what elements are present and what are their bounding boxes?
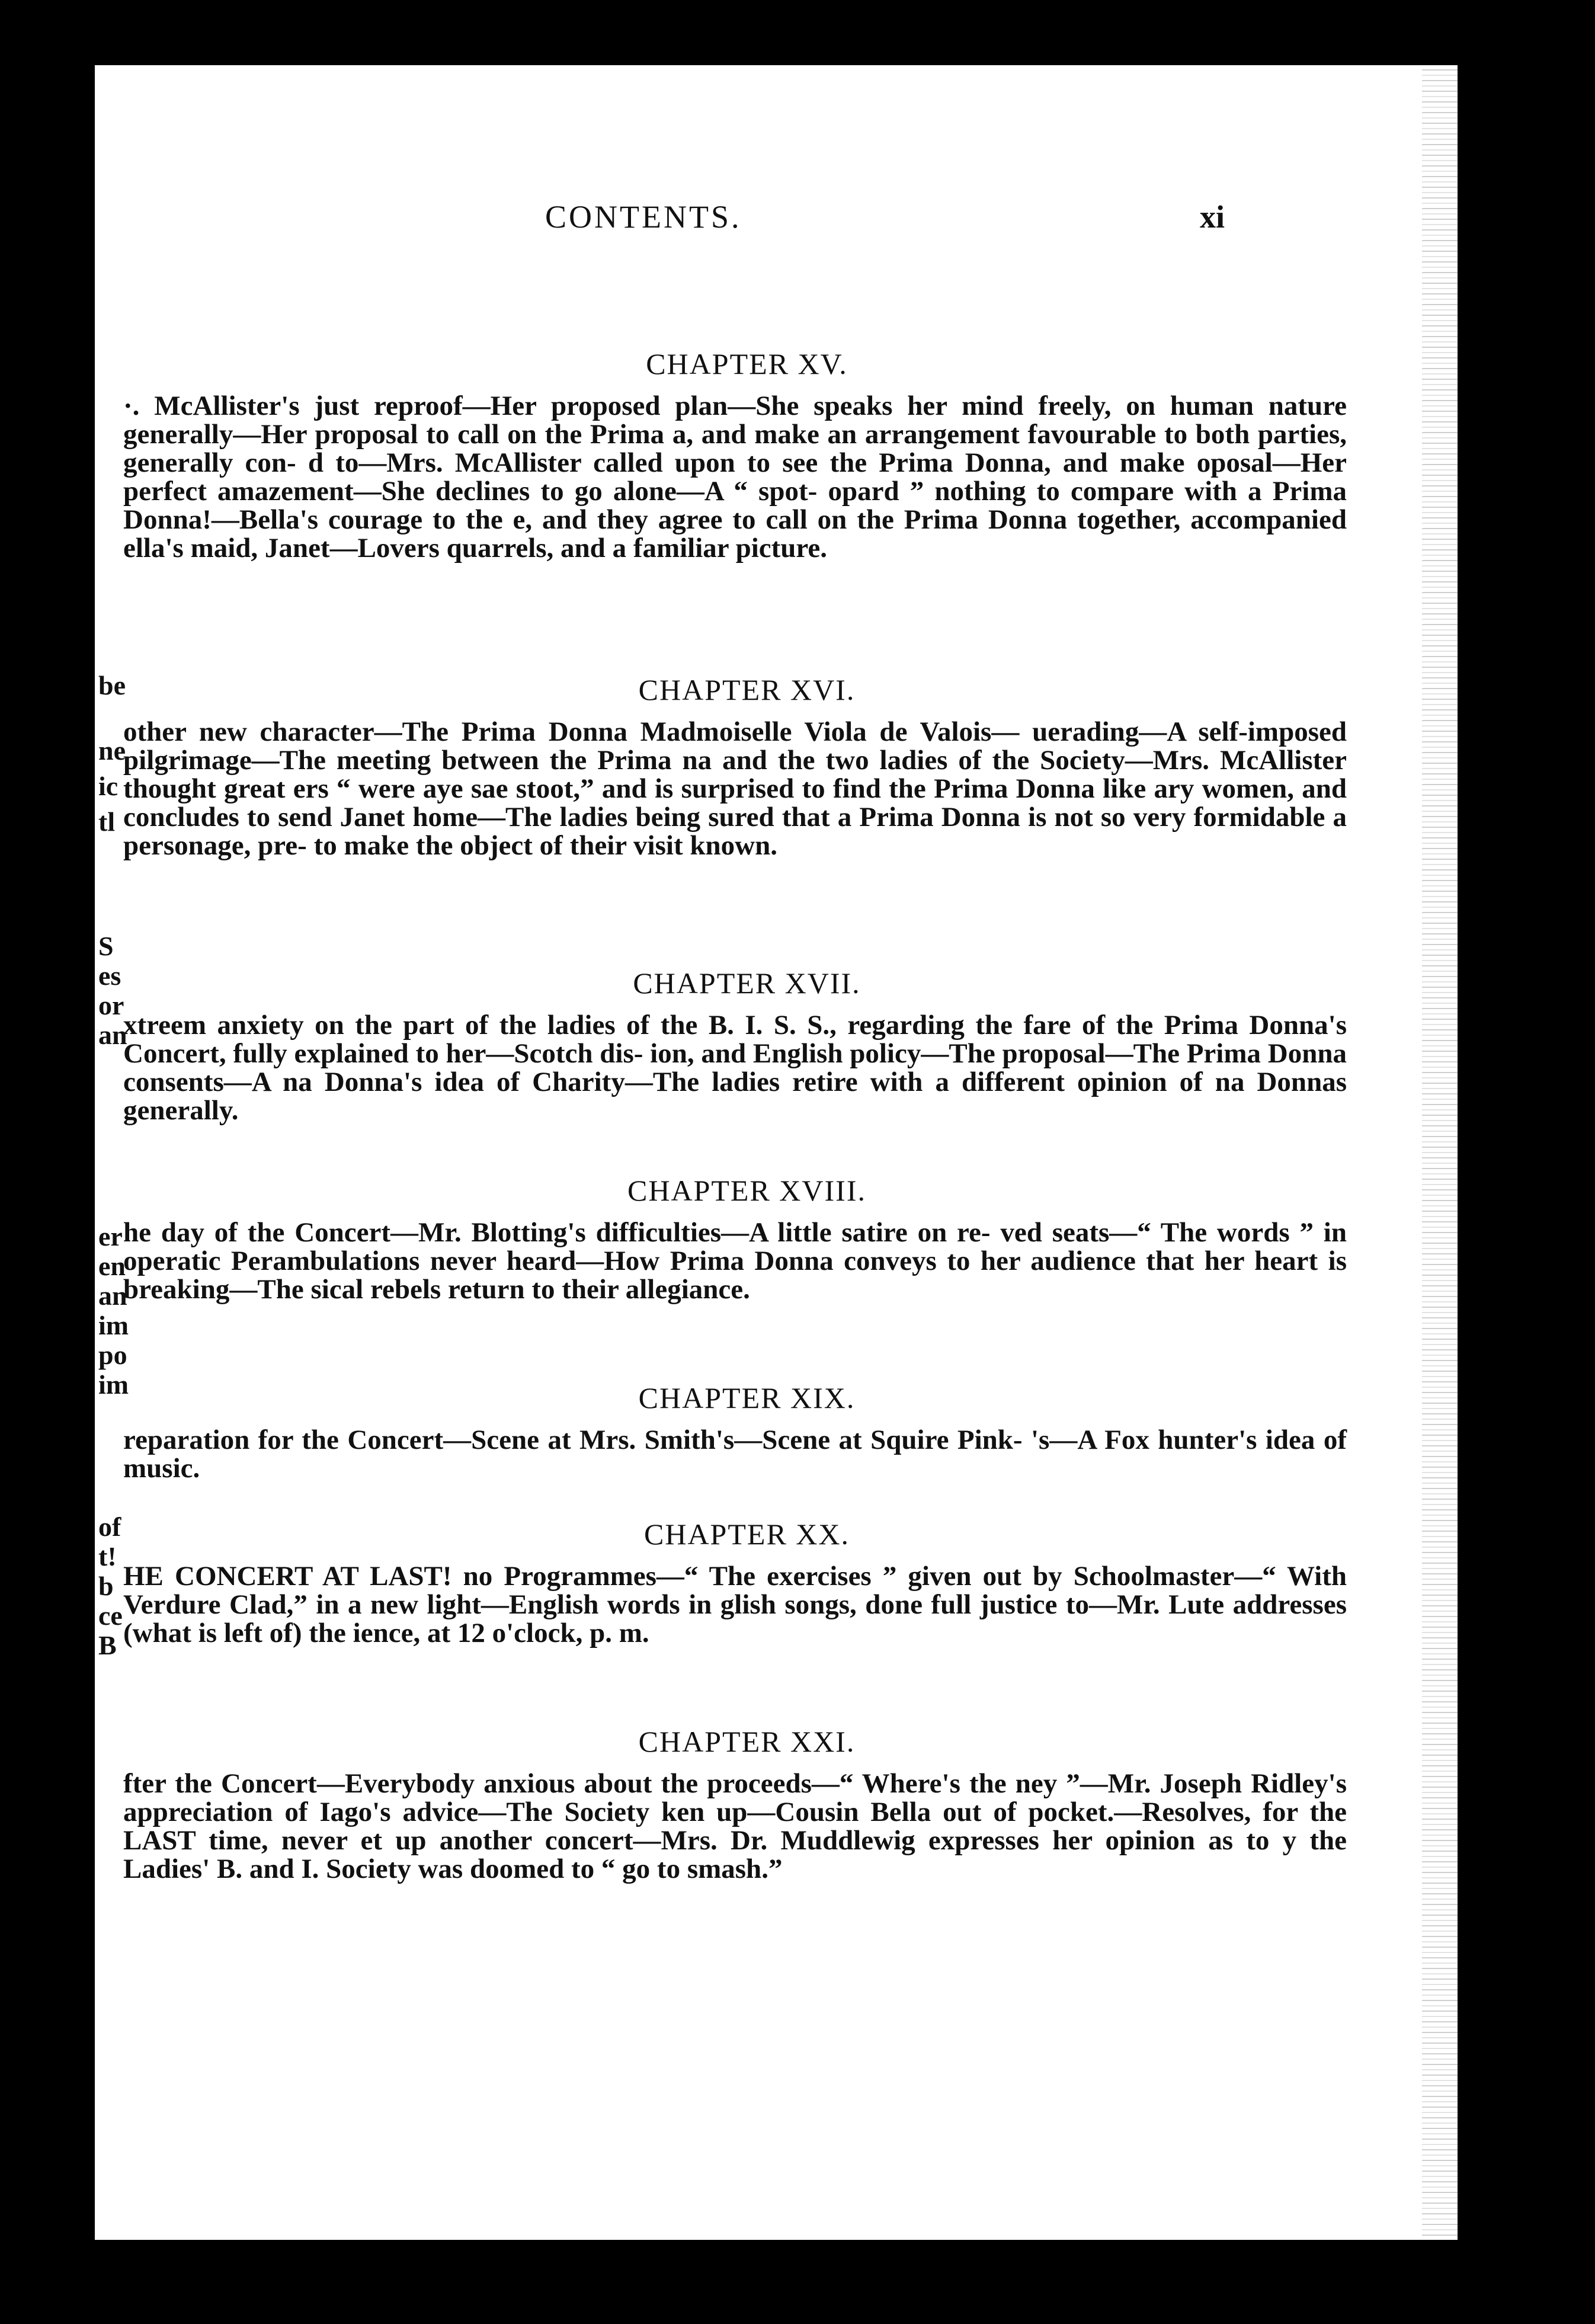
chapter-entry	[123, 673, 1347, 860]
chapter-summary: ·. McAllister's just reproof—Her proposed plan—She speaks her mind freely, on human nature generally—Her proposal to call on the Prima a, and make an arrangement favourable to both parties, generally con- d to—Mrs. McAllister called upon to see the Prima Donna, and make oposal—Her perfect amazement—She declines to go alone—A “ spot- opard ” nothing to compare with a Prima Donna!—Bella's courage to the e, and they agree to call on the Prima Donna together, accompanied ella's maid, Janet—Lovers quarrels, and a familiar picture.	[123, 390, 1347, 564]
chapter-heading: CHAPTER XV.	[646, 347, 848, 380]
chapter-heading: CHAPTER XVI.	[638, 673, 856, 706]
page-edge-speckle	[1422, 65, 1458, 2240]
margin-fragment: be	[98, 670, 126, 700]
margin-fragment: an	[98, 1281, 127, 1311]
book-page	[95, 65, 1458, 2240]
chapter-summary: HE CONCERT AT LAST! no Programmes—“ The exercises ” given out by Schoolmaster—“ With Verdure Clad,” in a new light—English words in glish songs, done full justice to—Mr. Lute addresses (what is left of) the ience, at 12 o'clock, p. m.	[123, 1561, 1347, 1648]
margin-fragment: ic	[98, 771, 118, 801]
chapter-entry	[123, 1381, 1347, 1483]
chapter-summary: he day of the Concert—Mr. Blotting's difficulties—A little satire on re- ved seats—“ The words ” in operatic Perambulations never heard—How Prima Donna conveys to her audience that her heart is breaking—The sical rebels return to their allegiance.	[123, 1217, 1347, 1305]
margin-fragment: of	[98, 1512, 121, 1542]
margin-fragment: B	[98, 1630, 117, 1660]
page-number: xi	[1200, 199, 1225, 235]
margin-fragment: b	[98, 1571, 114, 1601]
chapter-heading: CHAPTER XXI.	[638, 1725, 856, 1758]
margin-fragment: im	[98, 1310, 129, 1340]
margin-fragment: t!	[98, 1541, 117, 1571]
margin-fragment: en	[98, 1251, 126, 1281]
margin-fragment: er	[98, 1221, 123, 1251]
chapter-heading: CHAPTER XVII.	[633, 966, 861, 1000]
chapter-entry	[123, 347, 1347, 562]
page-header	[95, 199, 1458, 246]
margin-fragment: es	[98, 961, 121, 991]
chapter-summary: other new character—The Prima Donna Madmoiselle Viola de Valois— uerading—A self-imposed pilgrimage—The meeting between the Prima na and the two ladies of the Society—Mrs. McAllister thought great ers “ were aye sae stoot,” and is surprised to find the Prima Donna like ary women, and concludes to send Janet home—The ladies being sured that a Prima Donna is not so very formidable a personage, pre- to make the object of their visit known.	[123, 716, 1347, 861]
chapter-summary: fter the Concert—Everybody anxious about the proceeds—“ Where's the ney ”—Mr. Joseph Ridley's appreciation of Iago's advice—The Society ken up—Cousin Bella out of pocket.—Resolves, for the LAST time, never et up another concert—Mrs. Dr. Muddlewig expresses her opinion as to y the Ladies' B. and I. Society was doomed to “ go to smash.”	[123, 1768, 1347, 1884]
margin-fragment: an	[98, 1020, 127, 1050]
margin-fragment: tl	[98, 806, 116, 837]
chapter-heading: CHAPTER XVIII.	[627, 1174, 866, 1207]
chapter-summary: reparation for the Concert—Scene at Mrs. Smith's—Scene at Squire Pink- 's—A Fox hunter's idea of music.	[123, 1425, 1347, 1484]
chapter-entry	[123, 966, 1347, 1125]
margin-fragment: ne	[98, 735, 126, 766]
margin-fragment: po	[98, 1340, 127, 1370]
margin-fragment: S	[98, 931, 114, 961]
chapter-entry	[123, 1724, 1347, 1883]
chapter-heading: CHAPTER XX.	[643, 1518, 850, 1551]
chapter-entry	[123, 1173, 1347, 1304]
chapter-summary: xtreem anxiety on the part of the ladies of the B. I. S. S., regarding the fare of the Prima Donna's Concert, fully explained to her—Scotch dis- ion, and English policy—The proposal—The Prima Donna consents—A na Donna's idea of Charity—The ladies retire with a different opinion of na Donnas generally.	[123, 1010, 1347, 1126]
chapter-heading: CHAPTER XIX.	[638, 1381, 856, 1414]
margin-fragment: ce	[98, 1600, 123, 1631]
running-title: COΝTENTS.	[545, 199, 742, 235]
margin-fragment: or	[98, 990, 124, 1020]
margin-fragment: im	[98, 1369, 129, 1400]
chapter-entry	[123, 1517, 1347, 1647]
